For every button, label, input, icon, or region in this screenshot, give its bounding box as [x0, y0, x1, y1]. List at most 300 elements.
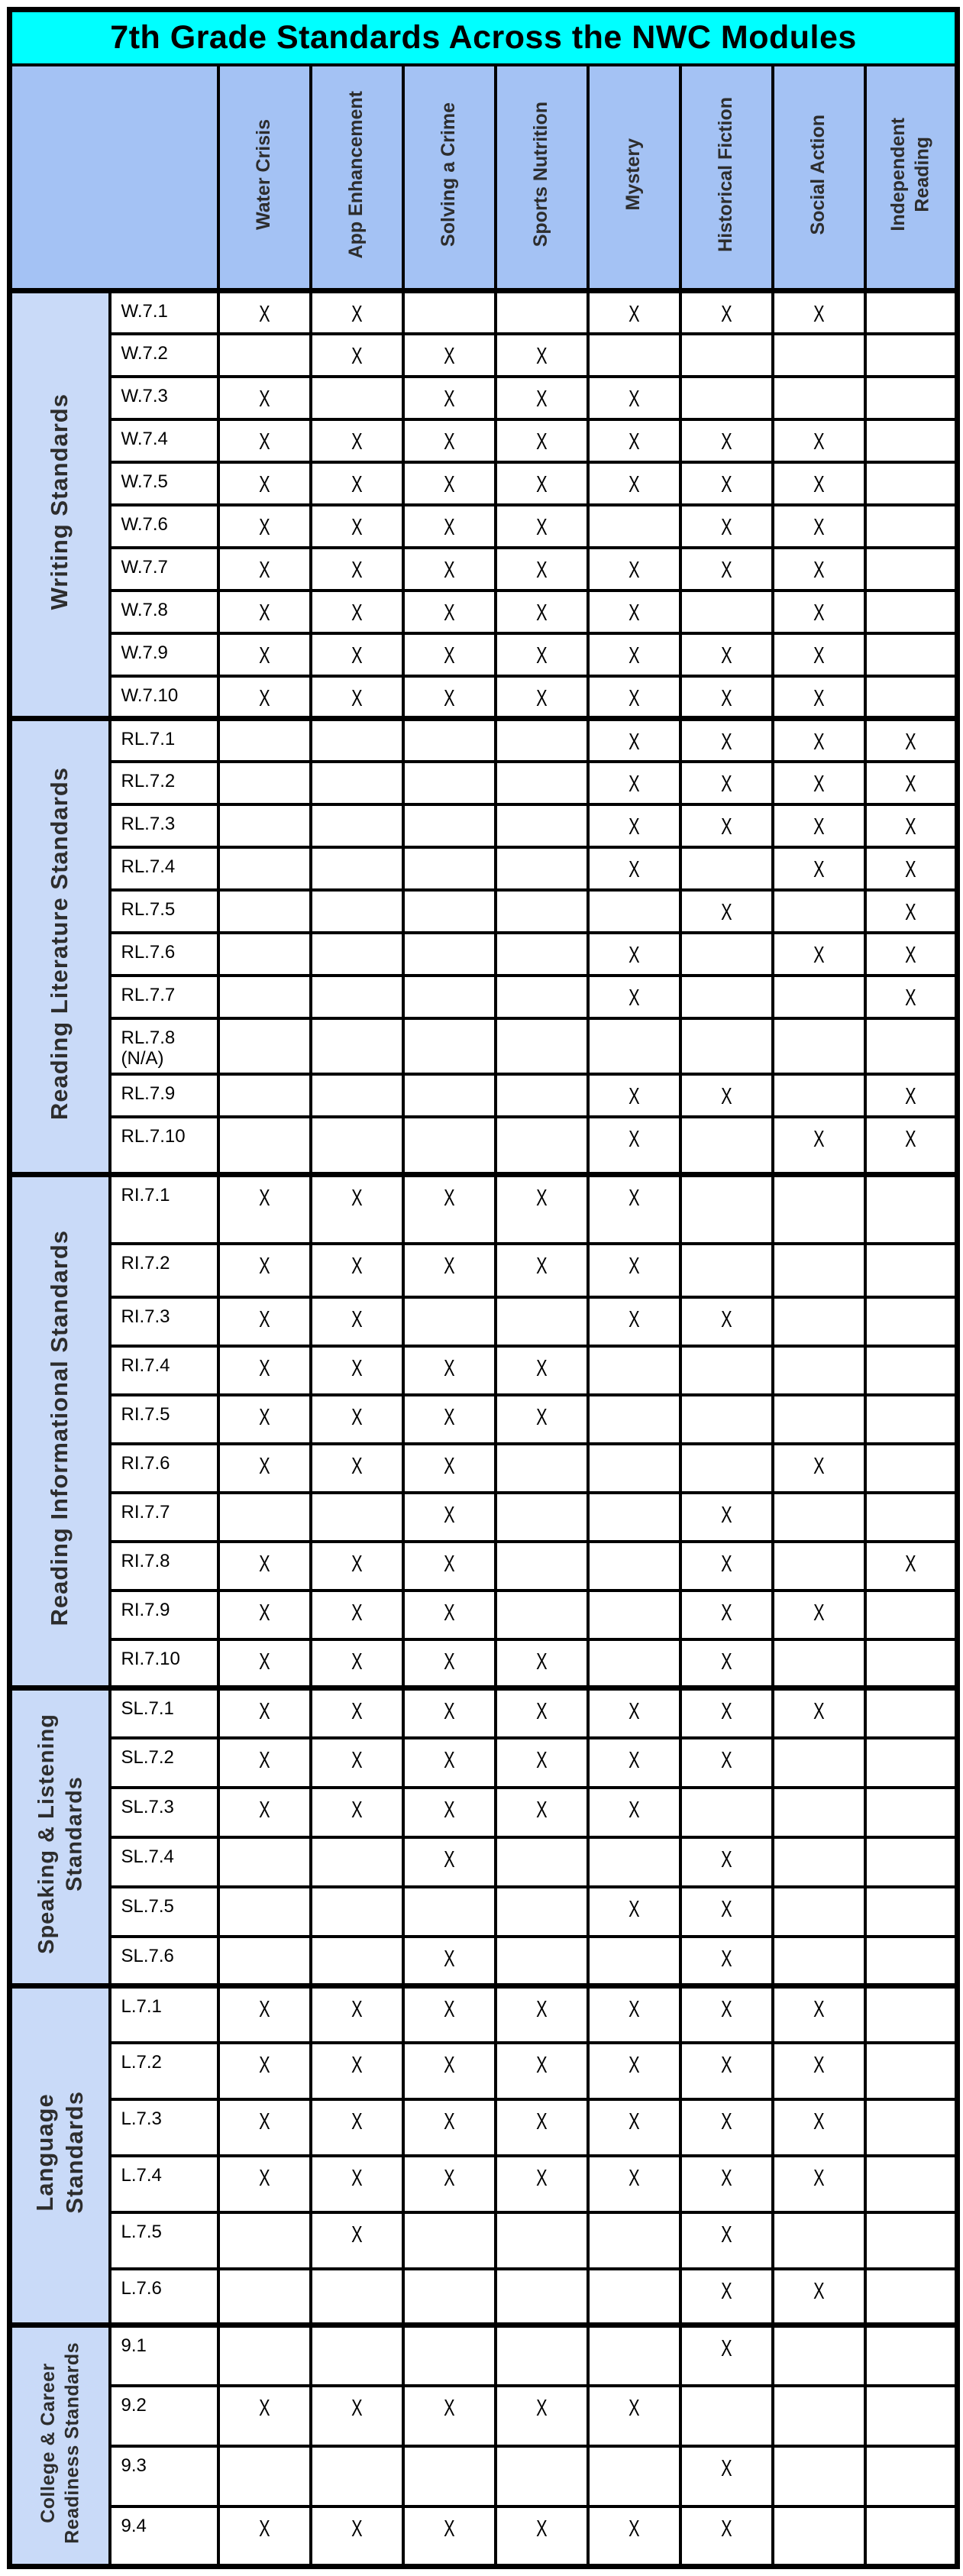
- mark-cell-checked-w-7-1-social-action: [773, 291, 865, 334]
- standard-code-ri-7-7: RI.7.7: [110, 1493, 218, 1542]
- mark-cell-checked-w-7-5-app-enhancement: [311, 462, 403, 505]
- mark-cell-empty-rl-7-8-independent-reading: [865, 1018, 958, 1074]
- mark-cell-empty-ri-7-10-social-action: [773, 1639, 865, 1688]
- x-mark: X: [628, 300, 640, 327]
- standard-code-w-7-8: W.7.8: [110, 591, 218, 633]
- x-mark: X: [258, 2514, 270, 2542]
- x-mark: X: [443, 1697, 455, 1725]
- mark-cell-checked-l-7-1-historical-fiction: [680, 1986, 773, 2043]
- x-mark: X: [258, 427, 270, 455]
- mark-cell-empty-w-7-3-social-action: [773, 377, 865, 419]
- x-mark: X: [628, 1995, 640, 2023]
- x-mark: X: [628, 983, 640, 1011]
- mark-cell-empty-l-7-6-solving-a-crime: [403, 2269, 496, 2325]
- mark-cell-checked-l-7-5-historical-fiction: [680, 2212, 773, 2269]
- mark-cell-checked-ri-7-5-app-enhancement: [311, 1395, 403, 1444]
- x-mark: X: [443, 2514, 455, 2542]
- standard-code-rl-7-8: RL.7.8 (N/A): [110, 1018, 218, 1074]
- mark-cell-checked-w-7-3-water-crisis: [218, 377, 311, 419]
- x-mark: X: [351, 2050, 363, 2078]
- standard-code-w-7-4: W.7.4: [110, 419, 218, 462]
- mark-cell-checked-sl-7-2-historical-fiction: [680, 1738, 773, 1788]
- mark-cell-empty-rl-7-7-water-crisis: [218, 976, 311, 1018]
- mark-cell-checked-l-7-2-mystery: [588, 2043, 680, 2099]
- module-header-row: [10, 65, 958, 291]
- mark-cell-checked-w-7-6-historical-fiction: [680, 505, 773, 548]
- mark-cell-checked-w-7-10-app-enhancement: [311, 676, 403, 719]
- mark-cell-empty-rl-7-2-solving-a-crime: [403, 762, 496, 804]
- table-row-ri-7-9: [10, 1591, 958, 1639]
- x-mark: X: [813, 940, 825, 968]
- mark-cell-empty-rl-7-7-social-action: [773, 976, 865, 1018]
- x-mark: X: [720, 1305, 732, 1332]
- x-mark: X: [443, 1995, 455, 2023]
- mark-cell-empty-l-7-5-independent-reading: [865, 2212, 958, 2269]
- x-mark: X: [628, 641, 640, 668]
- mark-cell-empty-ri-7-3-independent-reading: [865, 1297, 958, 1346]
- x-mark: X: [351, 1995, 363, 2023]
- rotated-label-text: Mystery: [622, 138, 645, 211]
- x-mark: X: [258, 684, 270, 711]
- mark-cell-checked-ri-7-6-social-action: [773, 1444, 865, 1493]
- mark-cell-checked-9-4-solving-a-crime: [403, 2506, 496, 2567]
- mark-cell-checked-w-7-4-sports-nutrition: [496, 419, 588, 462]
- standard-code-w-7-2: W.7.2: [110, 334, 218, 377]
- mark-cell-empty-sl-7-4-water-crisis: [218, 1837, 311, 1887]
- x-mark: X: [535, 2393, 548, 2421]
- mark-cell-checked-rl-7-3-mystery: [588, 804, 680, 847]
- mark-cell-empty-sl-7-6-independent-reading: [865, 1937, 958, 1986]
- mark-cell-checked-w-7-7-app-enhancement: [311, 548, 403, 591]
- x-mark: X: [351, 427, 363, 455]
- mark-cell-empty-w-7-6-mystery: [588, 505, 680, 548]
- mark-cell-empty-ri-7-7-water-crisis: [218, 1493, 311, 1542]
- table-row-l-7-4: [10, 2156, 958, 2212]
- mark-cell-empty-sl-7-6-sports-nutrition: [496, 1937, 588, 1986]
- x-mark: X: [351, 1251, 363, 1279]
- table-row-9-3: [10, 2446, 958, 2506]
- mark-cell-checked-w-7-7-historical-fiction: [680, 548, 773, 591]
- x-mark: X: [443, 341, 455, 369]
- mark-cell-checked-l-7-2-app-enhancement: [311, 2043, 403, 2099]
- x-mark: X: [720, 728, 732, 755]
- mark-cell-checked-ri-7-4-app-enhancement: [311, 1346, 403, 1395]
- mark-cell-checked-rl-7-1-independent-reading: [865, 719, 958, 762]
- mark-cell-empty-sl-7-6-app-enhancement: [311, 1937, 403, 1986]
- mark-cell-empty-rl-7-7-solving-a-crime: [403, 976, 496, 1018]
- mark-cell-checked-sl-7-3-solving-a-crime: [403, 1788, 496, 1837]
- table-row-ri-7-5: [10, 1395, 958, 1444]
- mark-cell-empty-ri-7-5-independent-reading: [865, 1395, 958, 1444]
- table-row-w-7-5: [10, 462, 958, 505]
- x-mark: X: [443, 1184, 455, 1212]
- x-mark: X: [258, 513, 270, 540]
- mark-cell-checked-w-7-9-mystery: [588, 633, 680, 676]
- x-mark: X: [351, 470, 363, 497]
- table-row-l-7-5: [10, 2212, 958, 2269]
- standard-code-sl-7-6: SL.7.6: [110, 1937, 218, 1986]
- mark-cell-checked-w-7-3-solving-a-crime: [403, 377, 496, 419]
- mark-cell-checked-ri-7-1-water-crisis: [218, 1175, 311, 1244]
- mark-cell-empty-rl-7-5-solving-a-crime: [403, 890, 496, 933]
- mark-cell-checked-w-7-8-social-action: [773, 591, 865, 633]
- x-mark: X: [905, 898, 916, 925]
- mark-cell-empty-9-3-solving-a-crime: [403, 2446, 496, 2506]
- mark-cell-empty-rl-7-8-solving-a-crime: [403, 1018, 496, 1074]
- mark-cell-empty-rl-7-6-water-crisis: [218, 933, 311, 976]
- mark-cell-checked-9-4-mystery: [588, 2506, 680, 2567]
- standard-code-sl-7-3: SL.7.3: [110, 1788, 218, 1837]
- x-mark: X: [628, 555, 640, 583]
- mark-cell-checked-ri-7-6-app-enhancement: [311, 1444, 403, 1493]
- mark-cell-checked-w-7-9-solving-a-crime: [403, 633, 496, 676]
- mark-cell-empty-rl-7-1-solving-a-crime: [403, 719, 496, 762]
- standard-code-note: (N/A): [121, 1048, 164, 1070]
- table-row-w-7-3: [10, 377, 958, 419]
- mark-cell-empty-l-7-6-app-enhancement: [311, 2269, 403, 2325]
- x-mark: X: [351, 598, 363, 626]
- mark-cell-checked-w-7-5-mystery: [588, 462, 680, 505]
- mark-cell-checked-w-7-4-solving-a-crime: [403, 419, 496, 462]
- mark-cell-empty-rl-7-3-sports-nutrition: [496, 804, 588, 847]
- mark-cell-empty-ri-7-2-historical-fiction: [680, 1244, 773, 1297]
- mark-cell-empty-l-7-2-independent-reading: [865, 2043, 958, 2099]
- mark-cell-checked-w-7-5-social-action: [773, 462, 865, 505]
- x-mark: X: [720, 2220, 732, 2248]
- mark-cell-empty-ri-7-5-mystery: [588, 1395, 680, 1444]
- mark-cell-empty-ri-7-2-social-action: [773, 1244, 865, 1297]
- standard-code-w-7-9: W.7.9: [110, 633, 218, 676]
- section-speaking-listening-standards: [10, 1688, 958, 1986]
- x-mark: X: [628, 2514, 640, 2542]
- mark-cell-checked-w-7-5-water-crisis: [218, 462, 311, 505]
- mark-cell-checked-ri-7-9-social-action: [773, 1591, 865, 1639]
- x-mark: X: [628, 470, 640, 497]
- mark-cell-empty-sl-7-4-independent-reading: [865, 1837, 958, 1887]
- table-row-sl-7-4: [10, 1837, 958, 1887]
- x-mark: X: [443, 1647, 455, 1675]
- x-mark: X: [258, 1549, 270, 1577]
- x-mark: X: [351, 1451, 363, 1479]
- mark-cell-empty-w-7-1-solving-a-crime: [403, 291, 496, 334]
- mark-cell-checked-ri-7-6-solving-a-crime: [403, 1444, 496, 1493]
- x-mark: X: [535, 2050, 548, 2078]
- mark-cell-checked-rl-7-10-independent-reading: [865, 1117, 958, 1175]
- x-mark: X: [351, 2107, 363, 2134]
- section-label-speaking-listening-standards: [10, 1688, 110, 1986]
- mark-cell-checked-ri-7-8-app-enhancement: [311, 1542, 403, 1591]
- mark-cell-checked-l-7-3-sports-nutrition: [496, 2099, 588, 2156]
- table-row-w-7-10: [10, 676, 958, 719]
- mark-cell-checked-9-1-historical-fiction: [680, 2325, 773, 2386]
- mark-cell-checked-w-7-2-sports-nutrition: [496, 334, 588, 377]
- x-mark: X: [720, 2454, 732, 2481]
- table-row-sl-7-5: [10, 1887, 958, 1937]
- x-mark: X: [443, 1251, 455, 1279]
- mark-cell-checked-sl-7-1-social-action: [773, 1688, 865, 1738]
- table-row-w-7-2: [10, 334, 958, 377]
- x-mark: X: [905, 1549, 916, 1577]
- standard-code-rl-7-4: RL.7.4: [110, 847, 218, 890]
- mark-cell-empty-9-3-sports-nutrition: [496, 2446, 588, 2506]
- mark-cell-checked-ri-7-5-solving-a-crime: [403, 1395, 496, 1444]
- mark-cell-empty-sl-7-6-mystery: [588, 1937, 680, 1986]
- mark-cell-empty-sl-7-3-independent-reading: [865, 1788, 958, 1837]
- table-row-9-2: [10, 2386, 958, 2446]
- rotated-label-text: Reading Literature Standards: [46, 767, 73, 1121]
- mark-cell-empty-ri-7-6-independent-reading: [865, 1444, 958, 1493]
- x-mark: X: [443, 1944, 455, 1972]
- x-mark: X: [720, 470, 732, 497]
- column-header-app-enhancement: [311, 65, 403, 291]
- x-mark: X: [720, 641, 732, 668]
- mark-cell-checked-sl-7-4-historical-fiction: [680, 1837, 773, 1887]
- x-mark: X: [720, 2107, 732, 2134]
- mark-cell-empty-l-7-5-solving-a-crime: [403, 2212, 496, 2269]
- mark-cell-checked-w-7-8-solving-a-crime: [403, 591, 496, 633]
- x-mark: X: [351, 1746, 363, 1773]
- mark-cell-empty-sl-7-4-social-action: [773, 1837, 865, 1887]
- standard-code-w-7-5: W.7.5: [110, 462, 218, 505]
- x-mark: X: [443, 1845, 455, 1872]
- mark-cell-empty-ri-7-10-mystery: [588, 1639, 680, 1688]
- mark-cell-checked-ri-7-9-water-crisis: [218, 1591, 311, 1639]
- mark-cell-checked-l-7-1-app-enhancement: [311, 1986, 403, 2043]
- x-mark: X: [905, 855, 916, 882]
- mark-cell-checked-w-7-8-app-enhancement: [311, 591, 403, 633]
- mark-cell-checked-w-7-6-sports-nutrition: [496, 505, 588, 548]
- x-mark: X: [813, 513, 825, 540]
- column-header-independent-reading: [865, 65, 958, 291]
- mark-cell-empty-sl-7-4-sports-nutrition: [496, 1837, 588, 1887]
- mark-cell-empty-rl-7-7-sports-nutrition: [496, 976, 588, 1018]
- table-row-l-7-2: [10, 2043, 958, 2099]
- x-mark: X: [535, 1795, 548, 1823]
- x-mark: X: [258, 641, 270, 668]
- mark-cell-empty-sl-7-1-independent-reading: [865, 1688, 958, 1738]
- mark-cell-checked-w-7-1-water-crisis: [218, 291, 311, 334]
- x-mark: X: [351, 555, 363, 583]
- mark-cell-checked-sl-7-6-historical-fiction: [680, 1937, 773, 1986]
- mark-cell-checked-sl-7-5-historical-fiction: [680, 1887, 773, 1937]
- rotated-label-text: Language Standards: [31, 2091, 88, 2214]
- x-mark: X: [258, 1598, 270, 1626]
- x-mark: X: [628, 598, 640, 626]
- mark-cell-checked-l-7-4-mystery: [588, 2156, 680, 2212]
- section-label-reading-informational-standards: [10, 1175, 110, 1688]
- x-mark: X: [720, 1082, 732, 1109]
- mark-cell-empty-ri-7-4-social-action: [773, 1346, 865, 1395]
- mark-cell-empty-rl-7-6-historical-fiction: [680, 933, 773, 976]
- mark-cell-empty-l-7-6-independent-reading: [865, 2269, 958, 2325]
- x-mark: X: [535, 1251, 548, 1279]
- mark-cell-checked-rl-7-7-independent-reading: [865, 976, 958, 1018]
- standard-code-sl-7-5: SL.7.5: [110, 1887, 218, 1937]
- mark-cell-empty-ri-7-9-independent-reading: [865, 1591, 958, 1639]
- x-mark: X: [351, 1184, 363, 1212]
- mark-cell-checked-sl-7-3-mystery: [588, 1788, 680, 1837]
- mark-cell-checked-ri-7-3-historical-fiction: [680, 1297, 773, 1346]
- table-row-w-7-9: [10, 633, 958, 676]
- mark-cell-checked-w-7-1-historical-fiction: [680, 291, 773, 334]
- mark-cell-empty-9-1-social-action: [773, 2325, 865, 2386]
- mark-cell-checked-l-7-4-sports-nutrition: [496, 2156, 588, 2212]
- mark-cell-checked-ri-7-10-historical-fiction: [680, 1639, 773, 1688]
- standard-code-l-7-2: L.7.2: [110, 2043, 218, 2099]
- mark-cell-checked-rl-7-10-social-action: [773, 1117, 865, 1175]
- x-mark: X: [720, 2514, 732, 2542]
- standard-code-w-7-7: W.7.7: [110, 548, 218, 591]
- mark-cell-checked-w-7-10-social-action: [773, 676, 865, 719]
- mark-cell-empty-9-4-independent-reading: [865, 2506, 958, 2567]
- mark-cell-checked-w-7-10-sports-nutrition: [496, 676, 588, 719]
- mark-cell-empty-rl-7-4-historical-fiction: [680, 847, 773, 890]
- x-mark: X: [535, 598, 548, 626]
- x-mark: X: [535, 1995, 548, 2023]
- mark-cell-checked-w-7-6-solving-a-crime: [403, 505, 496, 548]
- x-mark: X: [258, 2163, 270, 2191]
- mark-cell-empty-rl-7-5-mystery: [588, 890, 680, 933]
- mark-cell-checked-w-7-2-solving-a-crime: [403, 334, 496, 377]
- mark-cell-empty-rl-7-4-app-enhancement: [311, 847, 403, 890]
- x-mark: X: [258, 470, 270, 497]
- mark-cell-checked-9-2-mystery: [588, 2386, 680, 2446]
- section-label-language-standards: [10, 1986, 110, 2325]
- mark-cell-empty-rl-7-9-social-action: [773, 1074, 865, 1117]
- table-row-l-7-3: [10, 2099, 958, 2156]
- mark-cell-checked-rl-7-3-social-action: [773, 804, 865, 847]
- x-mark: X: [535, 641, 548, 668]
- x-mark: X: [535, 2107, 548, 2134]
- table-row-rl-7-3: [10, 804, 958, 847]
- mark-cell-empty-ri-7-7-social-action: [773, 1493, 865, 1542]
- mark-cell-empty-rl-7-10-app-enhancement: [311, 1117, 403, 1175]
- rotated-label-text: Water Crisis: [253, 118, 275, 230]
- mark-cell-checked-l-7-3-historical-fiction: [680, 2099, 773, 2156]
- mark-cell-checked-l-7-2-water-crisis: [218, 2043, 311, 2099]
- mark-cell-checked-w-7-10-water-crisis: [218, 676, 311, 719]
- mark-cell-empty-9-1-sports-nutrition: [496, 2325, 588, 2386]
- mark-cell-checked-w-7-3-sports-nutrition: [496, 377, 588, 419]
- standard-code-l-7-1: L.7.1: [110, 1986, 218, 2043]
- table-row-rl-7-10: [10, 1117, 958, 1175]
- x-mark: X: [813, 2163, 825, 2191]
- x-mark: X: [351, 1403, 363, 1430]
- mark-cell-empty-sl-7-4-mystery: [588, 1837, 680, 1887]
- mark-cell-empty-sl-7-5-sports-nutrition: [496, 1887, 588, 1937]
- mark-cell-empty-rl-7-7-app-enhancement: [311, 976, 403, 1018]
- x-mark: X: [720, 1944, 732, 1972]
- mark-cell-empty-rl-7-6-solving-a-crime: [403, 933, 496, 976]
- x-mark: X: [351, 684, 363, 711]
- x-mark: X: [351, 1647, 363, 1675]
- mark-cell-checked-rl-7-4-independent-reading: [865, 847, 958, 890]
- mark-cell-empty-l-7-6-sports-nutrition: [496, 2269, 588, 2325]
- standard-code-ri-7-6: RI.7.6: [110, 1444, 218, 1493]
- x-mark: X: [351, 2393, 363, 2421]
- mark-cell-checked-rl-7-1-social-action: [773, 719, 865, 762]
- mark-cell-checked-w-7-7-solving-a-crime: [403, 548, 496, 591]
- mark-cell-checked-ri-7-5-sports-nutrition: [496, 1395, 588, 1444]
- mark-cell-empty-ri-7-6-historical-fiction: [680, 1444, 773, 1493]
- column-header-historical-fiction: [680, 65, 773, 291]
- mark-cell-checked-ri-7-7-historical-fiction: [680, 1493, 773, 1542]
- header-corner-cell: [10, 65, 218, 291]
- x-mark: X: [443, 2050, 455, 2078]
- mark-cell-checked-l-7-3-solving-a-crime: [403, 2099, 496, 2156]
- x-mark: X: [443, 1500, 455, 1528]
- x-mark: X: [720, 1647, 732, 1675]
- table-row-w-7-7: [10, 548, 958, 591]
- x-mark: X: [905, 769, 916, 797]
- mark-cell-checked-ri-7-10-water-crisis: [218, 1639, 311, 1688]
- standard-code-9-2: 9.2: [110, 2386, 218, 2446]
- mark-cell-checked-w-7-9-social-action: [773, 633, 865, 676]
- mark-cell-checked-l-7-1-mystery: [588, 1986, 680, 2043]
- mark-cell-checked-rl-7-10-mystery: [588, 1117, 680, 1175]
- x-mark: X: [813, 641, 825, 668]
- mark-cell-checked-ri-7-1-solving-a-crime: [403, 1175, 496, 1244]
- mark-cell-empty-ri-7-3-sports-nutrition: [496, 1297, 588, 1346]
- mark-cell-empty-rl-7-4-sports-nutrition: [496, 847, 588, 890]
- x-mark: X: [628, 1305, 640, 1332]
- mark-cell-checked-w-7-8-water-crisis: [218, 591, 311, 633]
- mark-cell-checked-l-7-6-historical-fiction: [680, 2269, 773, 2325]
- x-mark: X: [535, 1354, 548, 1381]
- standard-code-rl-7-3: RL.7.3: [110, 804, 218, 847]
- x-mark: X: [628, 1746, 640, 1773]
- x-mark: X: [535, 1403, 548, 1430]
- rotated-label-text: Historical Fiction: [715, 96, 737, 252]
- mark-cell-empty-rl-7-3-app-enhancement: [311, 804, 403, 847]
- mark-cell-empty-w-7-2-independent-reading: [865, 334, 958, 377]
- mark-cell-checked-l-7-2-sports-nutrition: [496, 2043, 588, 2099]
- section-label-reading-literature-standards: [10, 719, 110, 1175]
- mark-cell-checked-sl-7-5-mystery: [588, 1887, 680, 1937]
- x-mark: X: [351, 341, 363, 369]
- standard-code-ri-7-2: RI.7.2: [110, 1244, 218, 1297]
- x-mark: X: [720, 812, 732, 840]
- x-mark: X: [813, 300, 825, 327]
- x-mark: X: [813, 555, 825, 583]
- mark-cell-empty-9-3-independent-reading: [865, 2446, 958, 2506]
- rotated-label-text: App Enhancement: [345, 90, 367, 258]
- mark-cell-empty-sl-7-4-app-enhancement: [311, 1837, 403, 1887]
- mark-cell-checked-w-7-1-app-enhancement: [311, 291, 403, 334]
- mark-cell-checked-w-7-5-historical-fiction: [680, 462, 773, 505]
- mark-cell-checked-ri-7-3-mystery: [588, 1297, 680, 1346]
- x-mark: X: [628, 940, 640, 968]
- x-mark: X: [905, 812, 916, 840]
- x-mark: X: [813, 855, 825, 882]
- x-mark: X: [813, 2050, 825, 2078]
- section-writing-standards: [10, 291, 958, 719]
- mark-cell-checked-ri-7-1-sports-nutrition: [496, 1175, 588, 1244]
- mark-cell-empty-sl-7-3-social-action: [773, 1788, 865, 1837]
- x-mark: X: [720, 300, 732, 327]
- mark-cell-empty-9-1-independent-reading: [865, 2325, 958, 2386]
- standard-code-sl-7-2: SL.7.2: [110, 1738, 218, 1788]
- table-row-9-4: [10, 2506, 958, 2567]
- x-mark: X: [813, 598, 825, 626]
- mark-cell-checked-ri-7-9-historical-fiction: [680, 1591, 773, 1639]
- mark-cell-checked-w-7-7-sports-nutrition: [496, 548, 588, 591]
- mark-cell-checked-w-7-9-historical-fiction: [680, 633, 773, 676]
- x-mark: X: [628, 1184, 640, 1212]
- table-row-ri-7-2: [10, 1244, 958, 1297]
- x-mark: X: [720, 2277, 732, 2304]
- mark-cell-empty-ri-7-4-historical-fiction: [680, 1346, 773, 1395]
